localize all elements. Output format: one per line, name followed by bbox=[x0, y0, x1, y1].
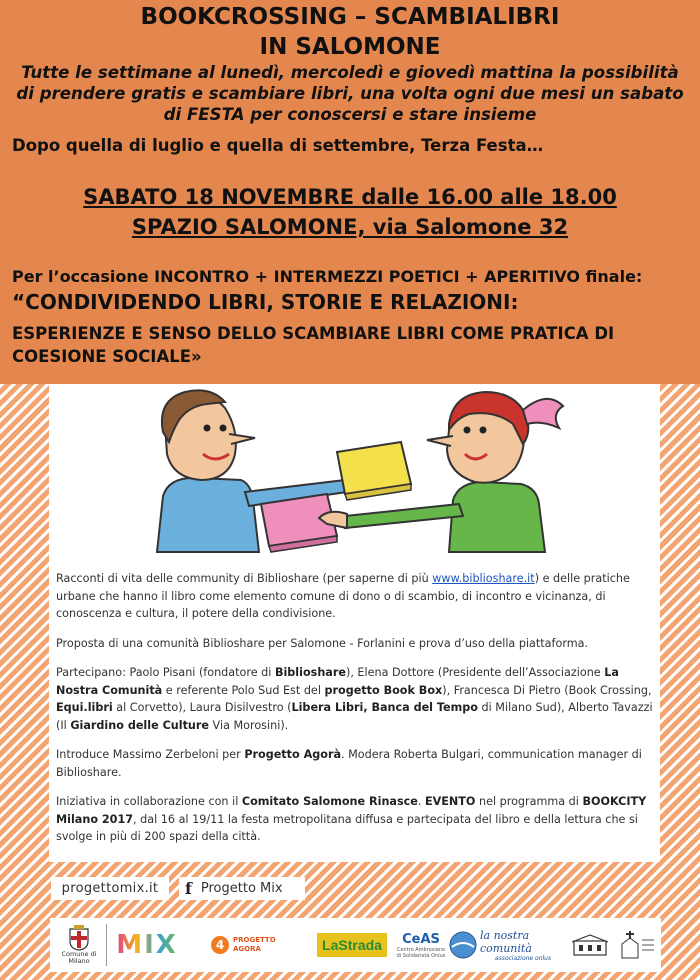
ceas-label: CeAS bbox=[402, 931, 440, 947]
highlight-text: Giardino delle Culture bbox=[70, 718, 209, 732]
mix-logo bbox=[112, 918, 182, 972]
agora-number: 4 bbox=[211, 936, 229, 954]
paragraph-text: di Milano Sud), Alberto Tavazzi (Il bbox=[56, 701, 653, 732]
round-logo bbox=[448, 918, 478, 972]
paragraph-text: e referente Polo Sud Est del bbox=[162, 683, 325, 697]
nostra-label: la nostra comunità bbox=[480, 928, 532, 955]
paragraph-participants bbox=[56, 664, 656, 734]
subtitle-line: ESPERIENZE E SENSO DELLO SCAMBIARE LIBRI COME PRATICA DI bbox=[12, 324, 615, 343]
paragraph-text: . Modera Roberta Bulgari, communication manager di Biblioshare. bbox=[56, 748, 642, 779]
intro-line: di prendere gratis e scambiare libri, una volta ogni due mesi un sabato bbox=[16, 84, 684, 103]
parish-logo bbox=[614, 918, 658, 972]
building-icon bbox=[570, 933, 610, 957]
occasion-line: Per l’occasione INCONTRO + INTERMEZZI POETICI + APERITIVO finale: bbox=[12, 267, 643, 286]
highlight-text: progetto Book Box bbox=[324, 683, 443, 697]
title-line-2: IN SALOMONE bbox=[259, 34, 441, 60]
book-exchange-illustration bbox=[149, 384, 569, 554]
facebook-link[interactable] bbox=[179, 877, 305, 900]
facebook-label: Progetto Mix bbox=[200, 881, 283, 896]
highlight-text: Equi.libri bbox=[56, 701, 113, 714]
yellow-book bbox=[337, 442, 411, 500]
highlight-text: La Nostra Comunità bbox=[56, 666, 619, 697]
event-subtitle bbox=[12, 322, 614, 368]
highlight-text: Biblioshare bbox=[274, 666, 346, 679]
nostra-comunita-logo bbox=[480, 918, 566, 972]
intro-line: Tutte le settimane al lunedì, mercoledì e giovedì mattina la possibilità bbox=[21, 63, 679, 82]
milano-crest-icon bbox=[68, 925, 90, 951]
globe-icon bbox=[449, 931, 477, 959]
highlight-text: BOOKCITY Milano 2017 bbox=[56, 795, 647, 826]
paragraph-text: Via Morosini). bbox=[209, 718, 289, 732]
description-text bbox=[56, 570, 656, 858]
sponsor-logos-bar bbox=[50, 918, 661, 972]
content-panel bbox=[49, 384, 660, 862]
title-line-1: BOOKCROSSING – SCAMBIALIBRI bbox=[140, 4, 560, 30]
paragraph-text: , dal 16 al 19/11 la festa metropolitana diffusa e partecipata del libro e della lettura che si svolge in più di 200 spazi della città. bbox=[56, 812, 638, 843]
paragraph-text: ) e delle pratiche urbane che hanno il libro come elemento comune di dono o di scambio, di incontro e vicinanza, di conoscenza e cultura, il potere della condivisione. bbox=[56, 572, 630, 620]
paragraph-text: . bbox=[417, 795, 425, 808]
paragraph-text: Introduce Massimo Zerbeloni per bbox=[56, 748, 245, 761]
highlight-text: Progetto Agorà bbox=[244, 748, 342, 761]
paragraph-text: al Corvetto), Laura Disilvestro ( bbox=[112, 701, 292, 714]
intro-line: di FESTA per conoscersi e stare insieme bbox=[163, 105, 537, 124]
church-icon bbox=[616, 930, 656, 960]
subtitle-line: COESIONE SOCIALE» bbox=[12, 347, 202, 366]
paragraph-text: ), Elena Dottore (Presidente dell’Associazione bbox=[345, 666, 605, 679]
intro-text bbox=[4, 62, 696, 125]
biblioshare-link[interactable]: www.biblioshare.it bbox=[432, 572, 535, 585]
third-party-line: Dopo quella di luglio e quella di settembre, Terza Festa… bbox=[12, 136, 544, 155]
paragraph-text: Iniziativa in collaborazione con il bbox=[56, 795, 242, 808]
event-date: SABATO 18 NOVEMBRE dalle 16.00 alle 18.00 bbox=[83, 185, 617, 209]
agora-label: PROGETTO AGORÀ bbox=[233, 936, 276, 953]
progetto-agora-logo bbox=[190, 918, 302, 972]
nostra-sublabel: associazione onlus bbox=[494, 954, 552, 962]
website-label[interactable]: progettomix.it bbox=[51, 877, 169, 900]
event-place: SPAZIO SALOMONE, via Salomone 32 bbox=[131, 215, 569, 239]
mix-label: MIX bbox=[116, 930, 178, 960]
highlight-text: Comitato Salomone Rinasce bbox=[241, 795, 418, 808]
milano-label: Comune di Milano bbox=[61, 950, 97, 965]
comune-milano-logo bbox=[56, 918, 102, 972]
header-band bbox=[0, 0, 700, 384]
ceas-logo bbox=[396, 918, 446, 972]
highlight-text: EVENTO bbox=[424, 795, 476, 808]
highlight-text: Libera Libri, Banca del Tempo bbox=[291, 701, 478, 714]
building-logo bbox=[568, 918, 612, 972]
event-quote-title: “CONDIVIDENDO LIBRI, STORIE E RELAZIONI: bbox=[12, 290, 519, 314]
ceas-sublabel: Centro Ambrosiano di Solidarietà Onlus bbox=[396, 946, 446, 959]
paragraph-text: ), Francesca Di Pietro (Book Crossing, bbox=[442, 683, 652, 697]
paragraph-moderators bbox=[56, 746, 656, 781]
lastrada-logo bbox=[312, 918, 392, 972]
paragraph-collaboration bbox=[56, 793, 656, 846]
paragraph-text: nel programma di bbox=[475, 795, 583, 808]
paragraph-proposal: Proposta di una comunità Biblioshare per Salomone - Forlanini e prova d’uso della piattaforma. bbox=[56, 636, 589, 650]
paragraph-intro bbox=[56, 570, 656, 623]
facebook-icon: f bbox=[185, 879, 192, 898]
paragraph-text: Partecipano: Paolo Pisani (fondatore di bbox=[56, 666, 275, 679]
paragraph-text: Racconti di vita delle community di Biblioshare (per saperne di più bbox=[56, 572, 433, 585]
lastrada-label: LaStrada bbox=[317, 933, 387, 957]
